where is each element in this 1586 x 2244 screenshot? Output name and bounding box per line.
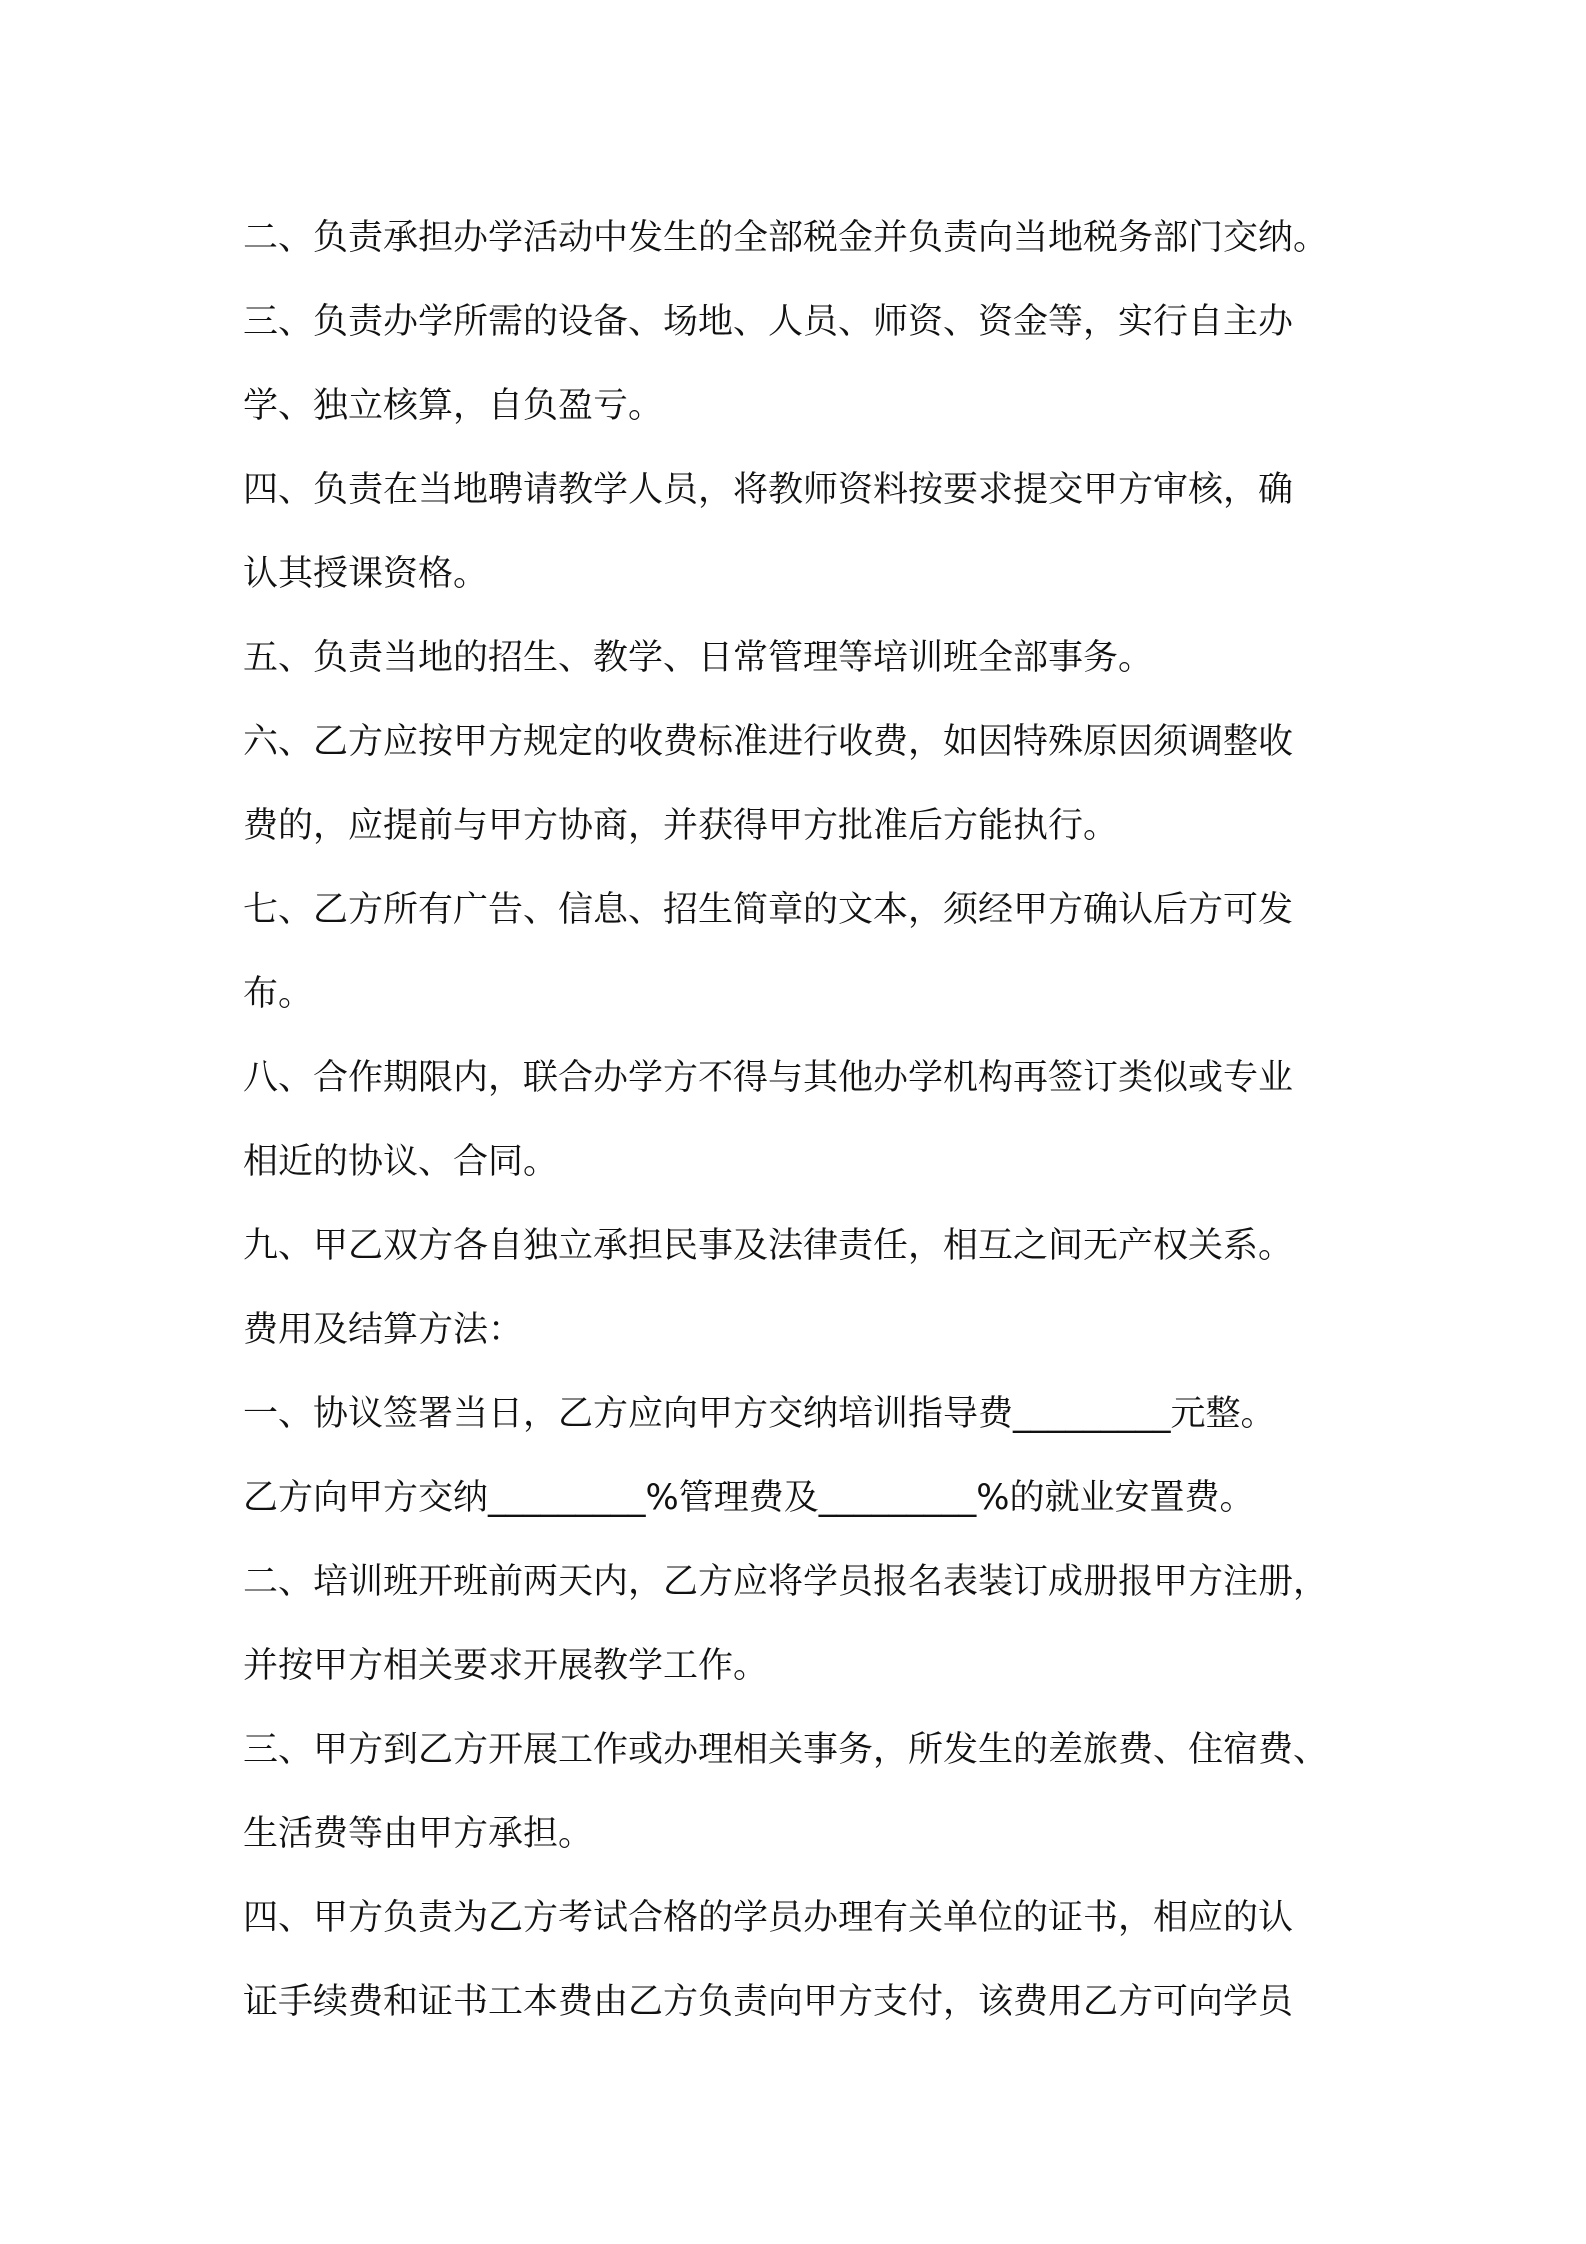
text-line: 八、合作期限内，联合办学方不得与其他办学机构再签订类似或专业 [243,1058,1294,1098]
text-line: 四、甲方负责为乙方考试合格的学员办理有关单位的证书，相应的认 [243,1898,1294,1938]
text-line: 一、协议签署当日，乙方应向甲方交纳培训指导费_________元整。 [243,1394,1276,1434]
text-line: 布。 [243,974,314,1014]
text-line: 四、负责在当地聘请教学人员，将教师资料按要求提交甲方审核，确 [243,470,1294,510]
text-line: 生活费等由甲方承担。 [243,1814,594,1854]
text-line: 并按甲方相关要求开展教学工作。 [243,1646,769,1686]
text-line: 学、独立核算，自负盈亏。 [243,386,664,426]
text-line: 五、负责当地的招生、教学、日常管理等培训班全部事务。 [243,638,1154,678]
document-body [243,196,1373,2044]
text-line: 三、负责办学所需的设备、场地、人员、师资、资金等，实行自主办 [243,302,1294,342]
text-line: 二、培训班开班前两天内，乙方应将学员报名表装订成册报甲方注册， [243,1562,1329,1602]
section-heading: 费用及结算方法： [243,1310,524,1350]
text-line: 二、负责承担办学活动中发生的全部税金并负责向当地税务部门交纳。 [243,218,1329,258]
text-line: 相近的协议、合同。 [243,1142,559,1182]
text-line: 九、甲乙双方各自独立承担民事及法律责任，相互之间无产权关系。 [243,1226,1294,1266]
text-line: 六、乙方应按甲方规定的收费标准进行收费，如因特殊原因须调整收 [243,722,1294,762]
text-line: 认其授课资格。 [243,554,489,594]
text-line: 三、甲方到乙方开展工作或办理相关事务，所发生的差旅费、住宿费、 [243,1730,1329,1770]
text-line: 七、乙方所有广告、信息、招生简章的文本，须经甲方确认后方可发 [243,890,1294,930]
text-line: 费的，应提前与甲方协商，并获得甲方批准后方能执行。 [243,806,1119,846]
text-line: 证手续费和证书工本费由乙方负责向甲方支付，该费用乙方可向学员 [243,1982,1294,2022]
text-line: 乙方向甲方交纳_________%管理费及_________%的就业安置费。 [243,1478,1255,1518]
